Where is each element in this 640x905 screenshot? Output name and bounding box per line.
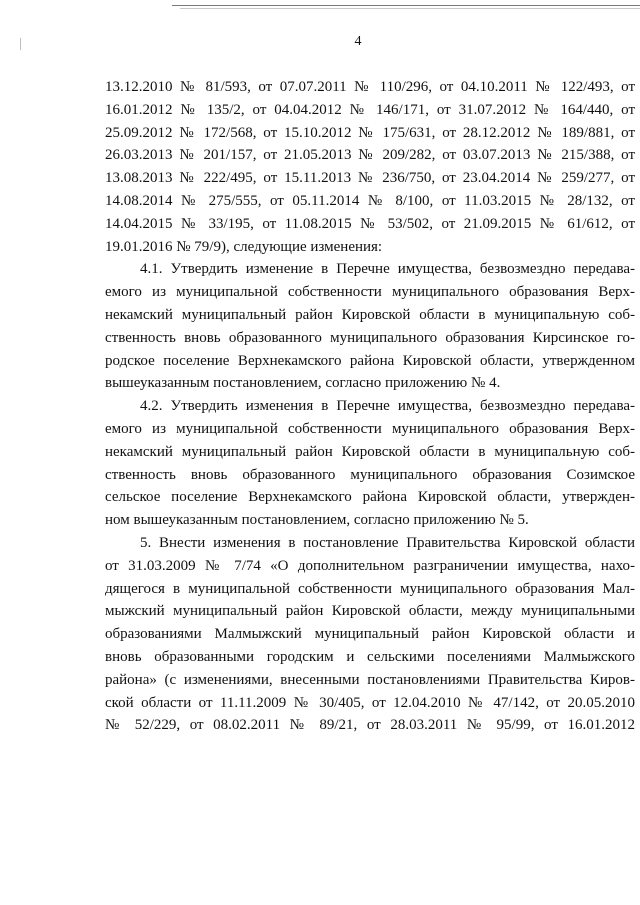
text-line: некамский муниципальный район Кировской области в муниципальную соб- bbox=[105, 443, 635, 460]
paragraph-item-5 bbox=[105, 532, 635, 737]
text-line: ственность вновь образованного муниципального образования Кирсинское го- bbox=[105, 329, 635, 346]
text-line: сельское поселение Верхнекамского района Кировской области, утвержден- bbox=[105, 489, 635, 506]
paragraph-item-4-1 bbox=[105, 258, 635, 395]
text-line: 16.01.2012 № 135/2, от 04.04.2012 № 146/171, от 31.07.2012 № 164/440, от bbox=[105, 101, 635, 118]
header-rule bbox=[172, 5, 640, 6]
text-line: вышеуказанным постановлением, согласно приложению № 4. bbox=[105, 375, 501, 392]
text-line: от 31.03.2009 № 7/74 «О дополнительном разграничении имущества, нахо- bbox=[105, 557, 635, 574]
text-line: емого из муниципальной собственности муниципального образования Верх- bbox=[105, 420, 635, 437]
page-number: 4 bbox=[354, 34, 362, 49]
paragraph-amendment-list bbox=[105, 76, 635, 258]
text-line: 13.12.2010 № 81/593, от 07.07.2011 № 110/296, от 04.10.2011 № 122/493, от bbox=[105, 79, 635, 95]
text-line: дящегося в муниципальной собственности муниципального образования Мал- bbox=[105, 580, 635, 597]
text-line: 25.09.2012 № 172/568, от 15.10.2012 № 175/631, от 28.12.2012 № 189/881, от bbox=[105, 124, 635, 141]
text-line: 26.03.2013 № 201/157, от 21.05.2013 № 209/282, от 03.07.2013 № 215/388, от bbox=[105, 147, 635, 164]
text-line: ской области от 11.11.2009 № 30/405, от 12.04.2010 № 47/142, от 20.05.2010 bbox=[105, 694, 635, 711]
paragraph-item-4-2 bbox=[105, 395, 635, 532]
text-line: № 52/229, от 08.02.2011 № 89/21, от 28.03.2011 № 95/99, от 16.01.2012 bbox=[105, 717, 635, 734]
text-line: 14.08.2014 № 275/555, от 05.11.2014 № 8/100, от 11.03.2015 № 28/132, от bbox=[105, 192, 635, 209]
text-line: 5. Внести изменения в постановление Правительства Кировской области bbox=[140, 534, 635, 551]
text-line: района» (с изменениями, внесенными постановлениями Правительства Киров- bbox=[105, 671, 635, 688]
text-line: 19.01.2016 № 79/9), следующие изменения: bbox=[105, 238, 383, 255]
document-body bbox=[105, 76, 635, 737]
text-line: ном вышеуказанным постановлением, согласно приложению № 5. bbox=[105, 512, 529, 529]
text-line: некамский муниципальный район Кировской области в муниципальную соб- bbox=[105, 306, 635, 323]
text-line: мыжский муниципальный район Кировской области, между муниципальными bbox=[105, 603, 635, 620]
text-line: 14.04.2015 № 33/195, от 11.08.2015 № 53/502, от 21.09.2015 № 61/612, от bbox=[105, 215, 635, 232]
header-rule-shadow bbox=[180, 8, 640, 9]
text-line: 4.1. Утвердить изменение в Перечне имущества, безвозмездно передава- bbox=[140, 261, 635, 278]
text-line: емого из муниципальной собственности муниципального образования Верх- bbox=[105, 284, 635, 301]
text-line: образованиями Малмыжский муниципальный район Кировской области и bbox=[105, 626, 635, 643]
text-line: вновь образованными городским и сельскими поселениями Малмыжского bbox=[105, 648, 635, 665]
text-line: 13.08.2013 № 222/495, от 15.11.2013 № 236/750, от 23.04.2014 № 259/277, от bbox=[105, 170, 635, 187]
text-line: ственность вновь образованного муниципального образования Созимское bbox=[105, 466, 635, 483]
text-line: родское поселение Верхнекамского района Кировской области, утвержденном bbox=[105, 352, 635, 369]
text-line: 4.2. Утвердить изменения в Перечне имущества, безвозмездно передава- bbox=[140, 398, 635, 415]
